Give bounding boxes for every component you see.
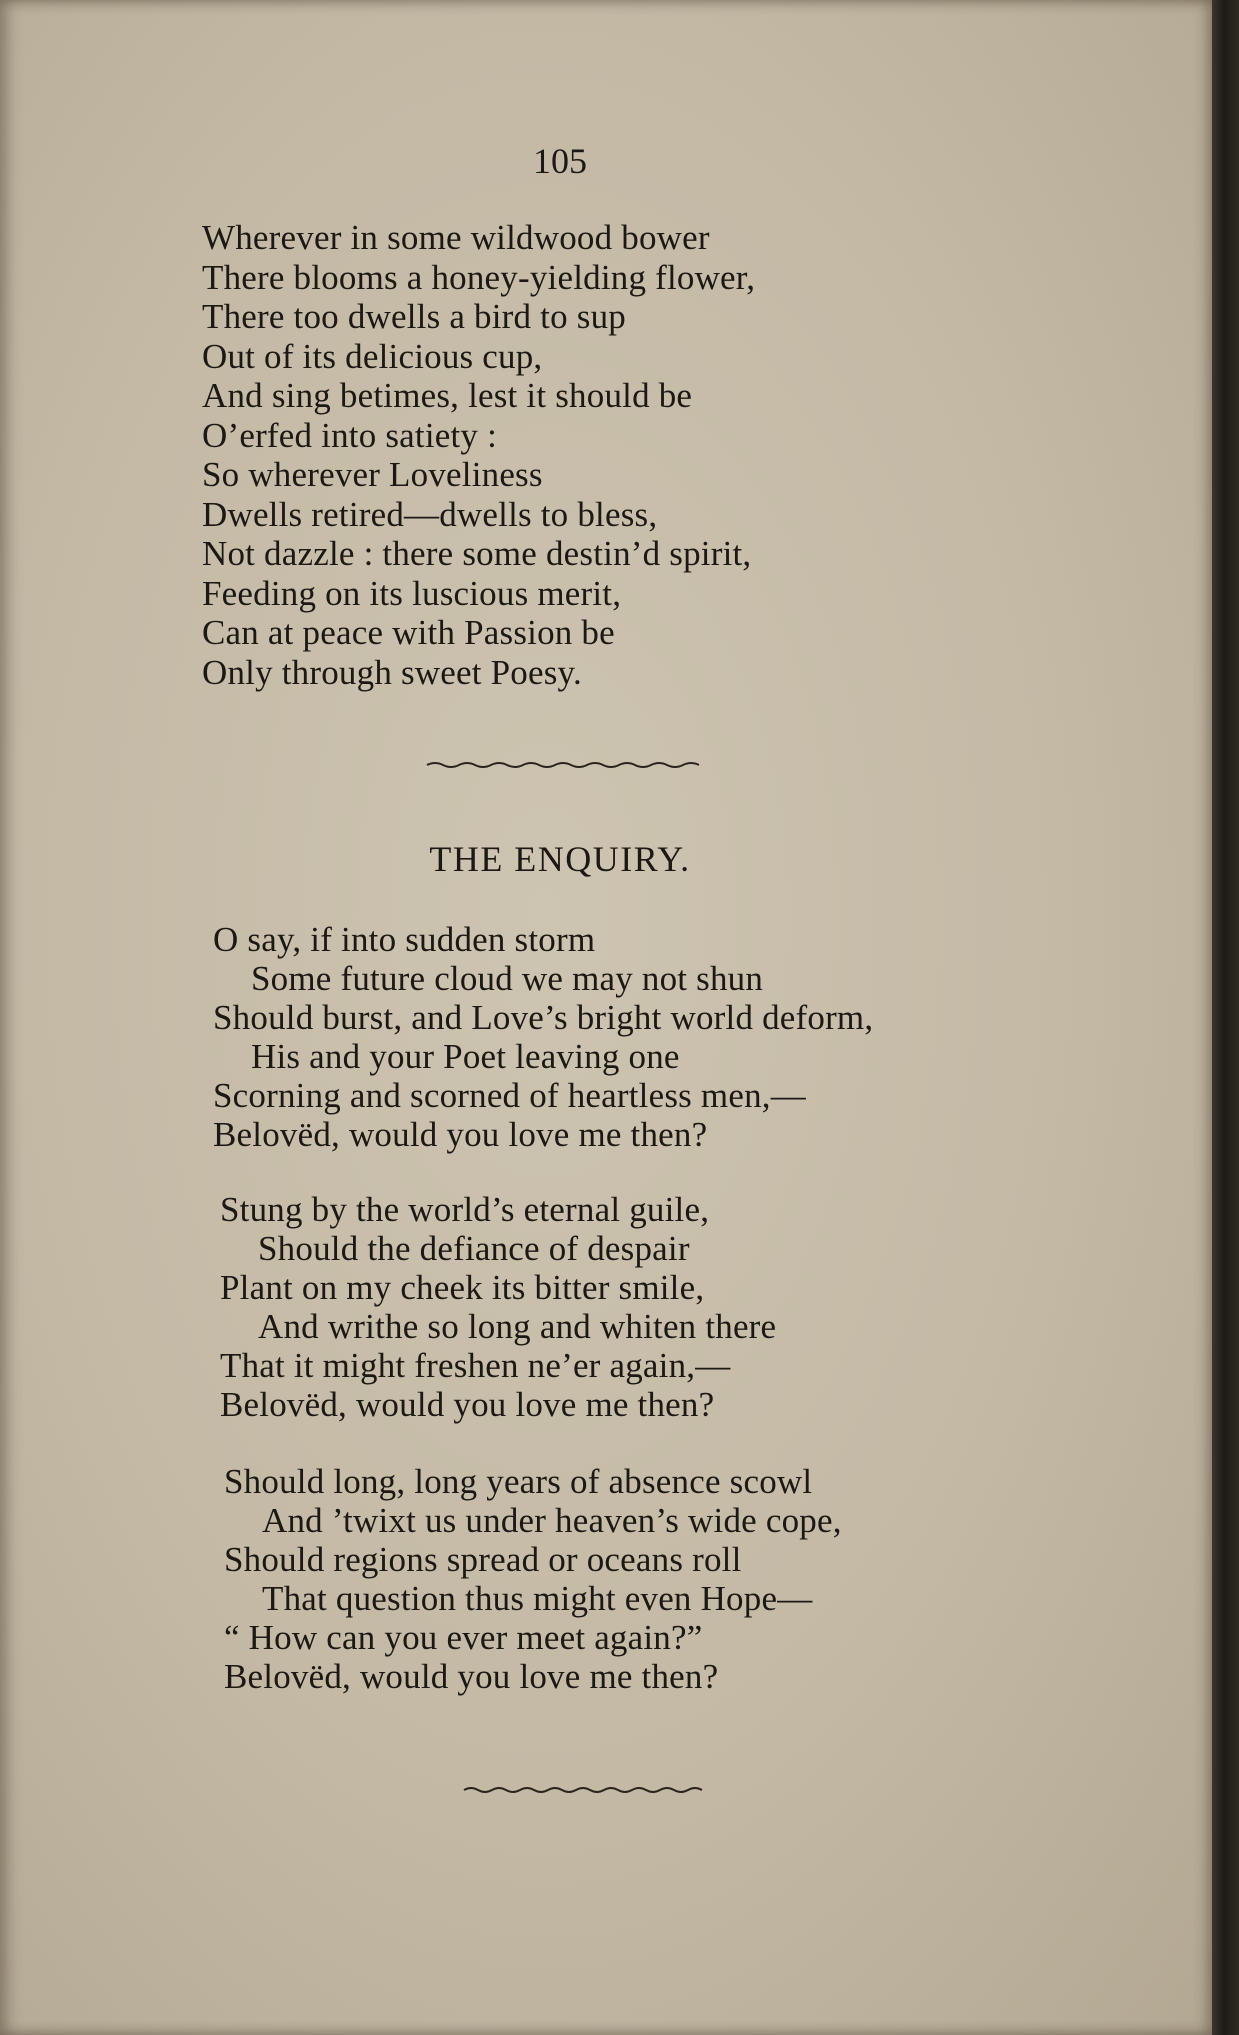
poem-one [202,218,755,692]
verse-line: So wherever Loveliness [202,455,543,494]
verse-line: There blooms a honey-yielding flower, [202,257,756,297]
end-divider [462,1785,708,1795]
verse-line: Should regions spread or oceans roll [224,1540,742,1579]
verse-line: O say, if into sudden storm [213,920,596,959]
verse-line: Wherever in some wildwood bower [202,218,710,257]
verse-line: And sing betimes, lest it should be [202,376,693,415]
verse-line: Should burst, and Love’s bright world deform, [213,998,874,1037]
poem-title: THE ENQUIRY. [429,839,691,879]
verse-line: There too dwells a bird to sup [202,297,626,336]
verse-line: That it might freshen ne’er again,— [220,1346,731,1385]
verse-line: Some future cloud we may not shun [251,959,764,998]
verse-line: O’erfed into satiety : [202,415,497,455]
verse-line: Dwells retired—dwells to bless, [202,494,658,534]
book-binding-edge [1212,0,1239,2035]
verse-line: Plant on my cheek its bitter smile, [220,1268,705,1307]
verse-line: Not dazzle : there some destin’d spirit, [202,534,752,573]
verse-line: His and your Poet leaving one [251,1037,680,1076]
verse-line: Should long, long years of absence scowl [224,1462,813,1501]
verse-line: Out of its delicious cup, [202,336,543,376]
verse-line: Stung by the world’s eternal guile, [220,1190,710,1229]
verse-line: Belovëd, would you love me then? [220,1385,715,1424]
verse-line: Belovëd, would you love me then? [213,1115,708,1154]
verse-line: Feeding on its luscious merit, [202,573,622,613]
verse-line: Can at peace with Passion be [202,613,615,652]
stanza-one [213,920,873,1154]
page-number: 105 [533,141,587,181]
verse-line: Should the defiance of despair [258,1229,690,1268]
verse-line: That question thus might even Hope— [262,1579,813,1618]
verse-line: And writhe so long and whiten there [258,1307,777,1346]
stanza-two [220,1190,776,1424]
verse-line: “ How can you ever meet again?” [224,1618,703,1657]
verse-line: Belovëd, would you love me then? [224,1657,719,1696]
stanza-three [224,1462,842,1696]
verse-line: Only through sweet Poesy. [202,652,582,692]
section-divider [425,760,705,770]
verse-line: And ’twixt us under heaven’s wide cope, [262,1501,842,1540]
verse-line: Scorning and scorned of heartless men,— [213,1076,806,1115]
